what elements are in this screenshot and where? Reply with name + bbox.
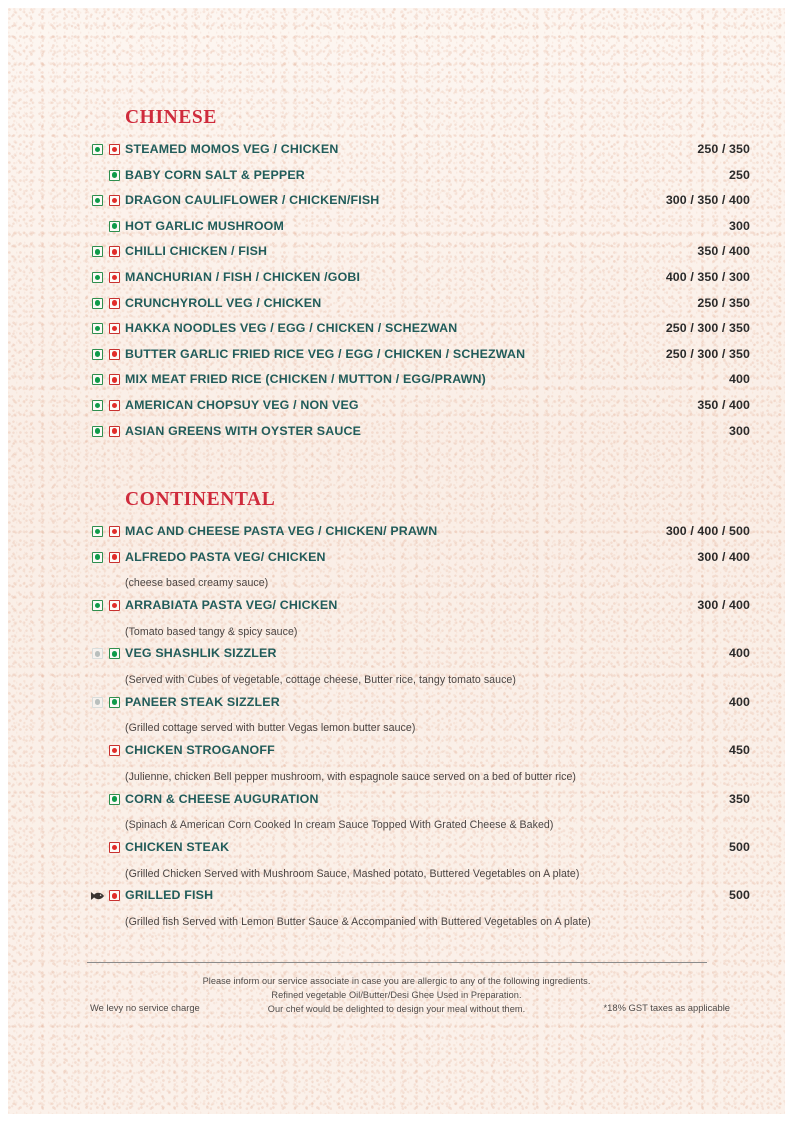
diet-markers [92, 526, 125, 541]
menu-item-row[interactable] [8, 242, 785, 268]
nonveg-marker-icon [109, 426, 120, 437]
menu-item-row[interactable] [8, 294, 785, 320]
menu-item-description-row [8, 622, 785, 645]
menu-item-price: 400 / 350 / 300 [665, 269, 750, 284]
diet-markers [92, 842, 125, 857]
menu-item-row[interactable] [8, 790, 785, 816]
veg-marker-icon [92, 600, 103, 611]
menu-item-row[interactable] [8, 396, 785, 422]
menu-item-price: 250 / 300 / 350 [665, 321, 750, 336]
nonveg-marker-icon [109, 298, 120, 309]
footer-allergen-line-2: Refined vegetable Oil/Butter/Desi Ghee Used in Preparation. [271, 990, 522, 1000]
footer-allergen-line-1: Please inform our service associate in case you are allergic to any of the following ingredients. [202, 976, 591, 986]
menu-item-row[interactable] [8, 886, 785, 912]
diet-markers [92, 426, 125, 441]
menu-item-name: CHICKEN STEAK [125, 839, 230, 854]
nonveg-marker-icon [109, 349, 120, 360]
menu-item-price: 300 / 400 [697, 597, 750, 612]
veg-marker-icon [92, 144, 103, 155]
nonveg-marker-icon [109, 374, 120, 385]
item-list-chinese [8, 140, 785, 447]
menu-item-price: 500 [729, 888, 750, 903]
veg-marker-icon [92, 426, 103, 437]
menu-item-description: (cheese based creamy sauce) [125, 577, 269, 590]
menu-item-description: (Julienne, chicken Bell pepper mushroom, with espagnole sauce served on a bed of butter rice) [125, 770, 577, 783]
nonveg-marker-icon [109, 890, 120, 901]
nonveg-marker-icon [109, 745, 120, 756]
section-title-continental: CONTINENTAL [125, 489, 276, 510]
nonveg-marker-icon [109, 526, 120, 537]
diet-markers [92, 221, 125, 236]
menu-item-row[interactable] [8, 838, 785, 864]
nonveg-marker-icon [109, 400, 120, 411]
nonveg-marker-icon [109, 246, 120, 257]
menu-item-price: 300 [729, 423, 750, 438]
menu-item-row[interactable] [8, 191, 785, 217]
veg-marker-icon [109, 648, 120, 659]
diet-markers [92, 170, 125, 185]
menu-item-name: DRAGON CAULIFLOWER / CHICKEN/FISH [125, 193, 380, 208]
diet-markers [92, 144, 125, 159]
veg-marker-icon [92, 400, 103, 411]
diet-markers [92, 349, 125, 364]
faint-marker-icon [92, 697, 103, 708]
menu-item-row[interactable] [8, 522, 785, 548]
menu-item-description: (Grilled fish Served with Lemon Butter Sauce & Accompanied with Buttered Vegetables on A plate) [125, 915, 591, 928]
footer-divider [87, 962, 707, 963]
menu-item-description-row [8, 670, 785, 693]
menu-item-row[interactable] [8, 319, 785, 345]
diet-markers [92, 648, 125, 663]
diet-markers [92, 552, 125, 567]
menu-item-name: MANCHURIAN / FISH / CHICKEN /GOBI [125, 269, 361, 284]
veg-marker-icon [92, 374, 103, 385]
veg-marker-icon [109, 170, 120, 181]
menu-item-row[interactable] [8, 644, 785, 670]
footer-gst-note: *18% GST taxes as applicable [603, 1002, 730, 1013]
menu-item-description: (Grilled cottage served with butter Vegas lemon butter sauce) [125, 722, 416, 735]
menu-item-name: CHILLI CHICKEN / FISH [125, 244, 268, 259]
menu-item-name: CHICKEN STROGANOFF [125, 743, 275, 758]
menu-item-row[interactable] [8, 370, 785, 396]
menu-item-row[interactable] [8, 166, 785, 192]
menu-item-name: CRUNCHYROLL VEG / CHICKEN [125, 295, 322, 310]
diet-markers [92, 600, 125, 615]
veg-marker-icon [92, 552, 103, 563]
menu-item-description: (Spinach & American Corn Cooked In cream Sauce Topped With Grated Cheese & Baked) [125, 819, 554, 832]
menu-item-name: VEG SHASHLIK SIZZLER [125, 646, 277, 661]
menu-item-name: BUTTER GARLIC FRIED RICE VEG / EGG / CHICKEN / SCHEZWAN [125, 346, 526, 361]
footer-service-charge-note: We levy no service charge [90, 1002, 200, 1013]
menu-item-description-row [8, 718, 785, 741]
item-list-continental [8, 522, 785, 935]
veg-marker-icon [92, 298, 103, 309]
veg-marker-icon [92, 195, 103, 206]
menu-item-description-row [8, 573, 785, 596]
nonveg-marker-icon [109, 195, 120, 206]
menu-item-row[interactable] [8, 268, 785, 294]
menu-item-description-row [8, 864, 785, 887]
diet-markers [92, 400, 125, 415]
menu-item-description-row [8, 912, 785, 935]
nonveg-marker-icon [109, 323, 120, 334]
diet-markers [92, 246, 125, 261]
diet-markers [92, 272, 125, 287]
menu-item-row[interactable] [8, 345, 785, 371]
veg-marker-icon [92, 272, 103, 283]
menu-item-name: ARRABIATA PASTA VEG/ CHICKEN [125, 597, 338, 612]
menu-item-description: (Grilled Chicken Served with Mushroom Sauce, Mashed potato, Buttered Vegetables on A plate) [125, 867, 580, 880]
diet-markers [92, 745, 125, 760]
diet-markers [92, 195, 125, 210]
diet-markers [92, 890, 125, 905]
veg-marker-icon [92, 349, 103, 360]
diet-markers [92, 323, 125, 338]
fish-icon [92, 890, 103, 901]
veg-marker-icon [109, 697, 120, 708]
menu-item-price: 250 [729, 167, 750, 182]
veg-marker-icon [109, 794, 120, 805]
menu-item-description: (Served with Cubes of vegetable, cottage cheese, Butter rice, tangy tomato sauce) [125, 673, 516, 686]
diet-markers [92, 794, 125, 809]
menu-item-price: 300 / 400 / 500 [665, 524, 750, 538]
menu-item-price: 300 / 350 / 400 [665, 193, 750, 208]
menu-item-name: HAKKA NOODLES VEG / EGG / CHICKEN / SCHEZWAN [125, 321, 458, 336]
menu-item-row[interactable] [8, 596, 785, 622]
nonveg-marker-icon [109, 842, 120, 853]
menu-item-row[interactable] [8, 693, 785, 719]
menu-item-name: MAC AND CHEESE PASTA VEG / CHICKEN/ PRAWN [125, 524, 438, 538]
menu-item-name: BABY CORN SALT & PEPPER [125, 167, 305, 182]
diet-markers [92, 298, 125, 313]
menu-item-row[interactable] [8, 140, 785, 166]
menu-content [8, 8, 785, 1114]
menu-section-chinese [8, 107, 785, 447]
menu-item-price: 250 / 300 / 350 [665, 346, 750, 361]
menu-item-price: 250 / 350 [697, 295, 750, 310]
nonveg-marker-icon [109, 144, 120, 155]
menu-item-name: ASIAN GREENS WITH OYSTER SAUCE [125, 423, 362, 438]
veg-marker-icon [92, 323, 103, 334]
nonveg-marker-icon [109, 552, 120, 563]
menu-item-price: 500 [729, 839, 750, 854]
menu-item-name: HOT GARLIC MUSHROOM [125, 218, 284, 233]
menu-item-price: 400 [729, 694, 750, 709]
menu-item-row[interactable] [8, 548, 785, 574]
menu-item-name: GRILLED FISH [125, 888, 214, 903]
menu-item-price: 350 / 400 [697, 244, 750, 259]
menu-page [8, 8, 785, 1114]
diet-markers [92, 374, 125, 389]
menu-section-continental [8, 489, 785, 935]
veg-marker-icon [92, 246, 103, 257]
menu-item-price: 350 / 400 [697, 397, 750, 412]
menu-item-name: CORN & CHEESE AUGURATION [125, 791, 319, 806]
menu-item-name: ALFREDO PASTA VEG/ CHICKEN [125, 549, 326, 564]
diet-markers [92, 697, 125, 712]
menu-item-price: 450 [729, 743, 750, 758]
menu-item-description: (Tomato based tangy & spicy sauce) [125, 625, 298, 638]
menu-item-price: 400 [729, 372, 750, 387]
menu-item-price: 400 [729, 646, 750, 661]
veg-marker-icon [92, 526, 103, 537]
menu-item-description-row [8, 767, 785, 790]
nonveg-marker-icon [109, 272, 120, 283]
section-title-chinese: CHINESE [125, 107, 217, 128]
menu-item-name: MIX MEAT FRIED RICE (CHICKEN / MUTTON / EGG/PRAWN) [125, 372, 486, 387]
veg-marker-icon [109, 221, 120, 232]
menu-item-price: 350 [729, 791, 750, 806]
menu-item-price: 300 [729, 218, 750, 233]
menu-item-row[interactable] [8, 741, 785, 767]
menu-item-price: 300 / 400 [697, 549, 750, 564]
faint-marker-icon [92, 648, 103, 659]
menu-item-row[interactable] [8, 422, 785, 448]
nonveg-marker-icon [109, 600, 120, 611]
menu-item-price: 250 / 350 [697, 142, 750, 156]
menu-item-name: PANEER STEAK SIZZLER [125, 694, 280, 709]
menu-item-description-row [8, 815, 785, 838]
menu-item-name: AMERICAN CHOPSUY VEG / NON VEG [125, 397, 359, 412]
menu-item-row[interactable] [8, 217, 785, 243]
menu-item-name: STEAMED MOMOS VEG / CHICKEN [125, 142, 339, 156]
footer-allergen-line-3: Our chef would be delighted to design your meal without them. [267, 1004, 526, 1014]
